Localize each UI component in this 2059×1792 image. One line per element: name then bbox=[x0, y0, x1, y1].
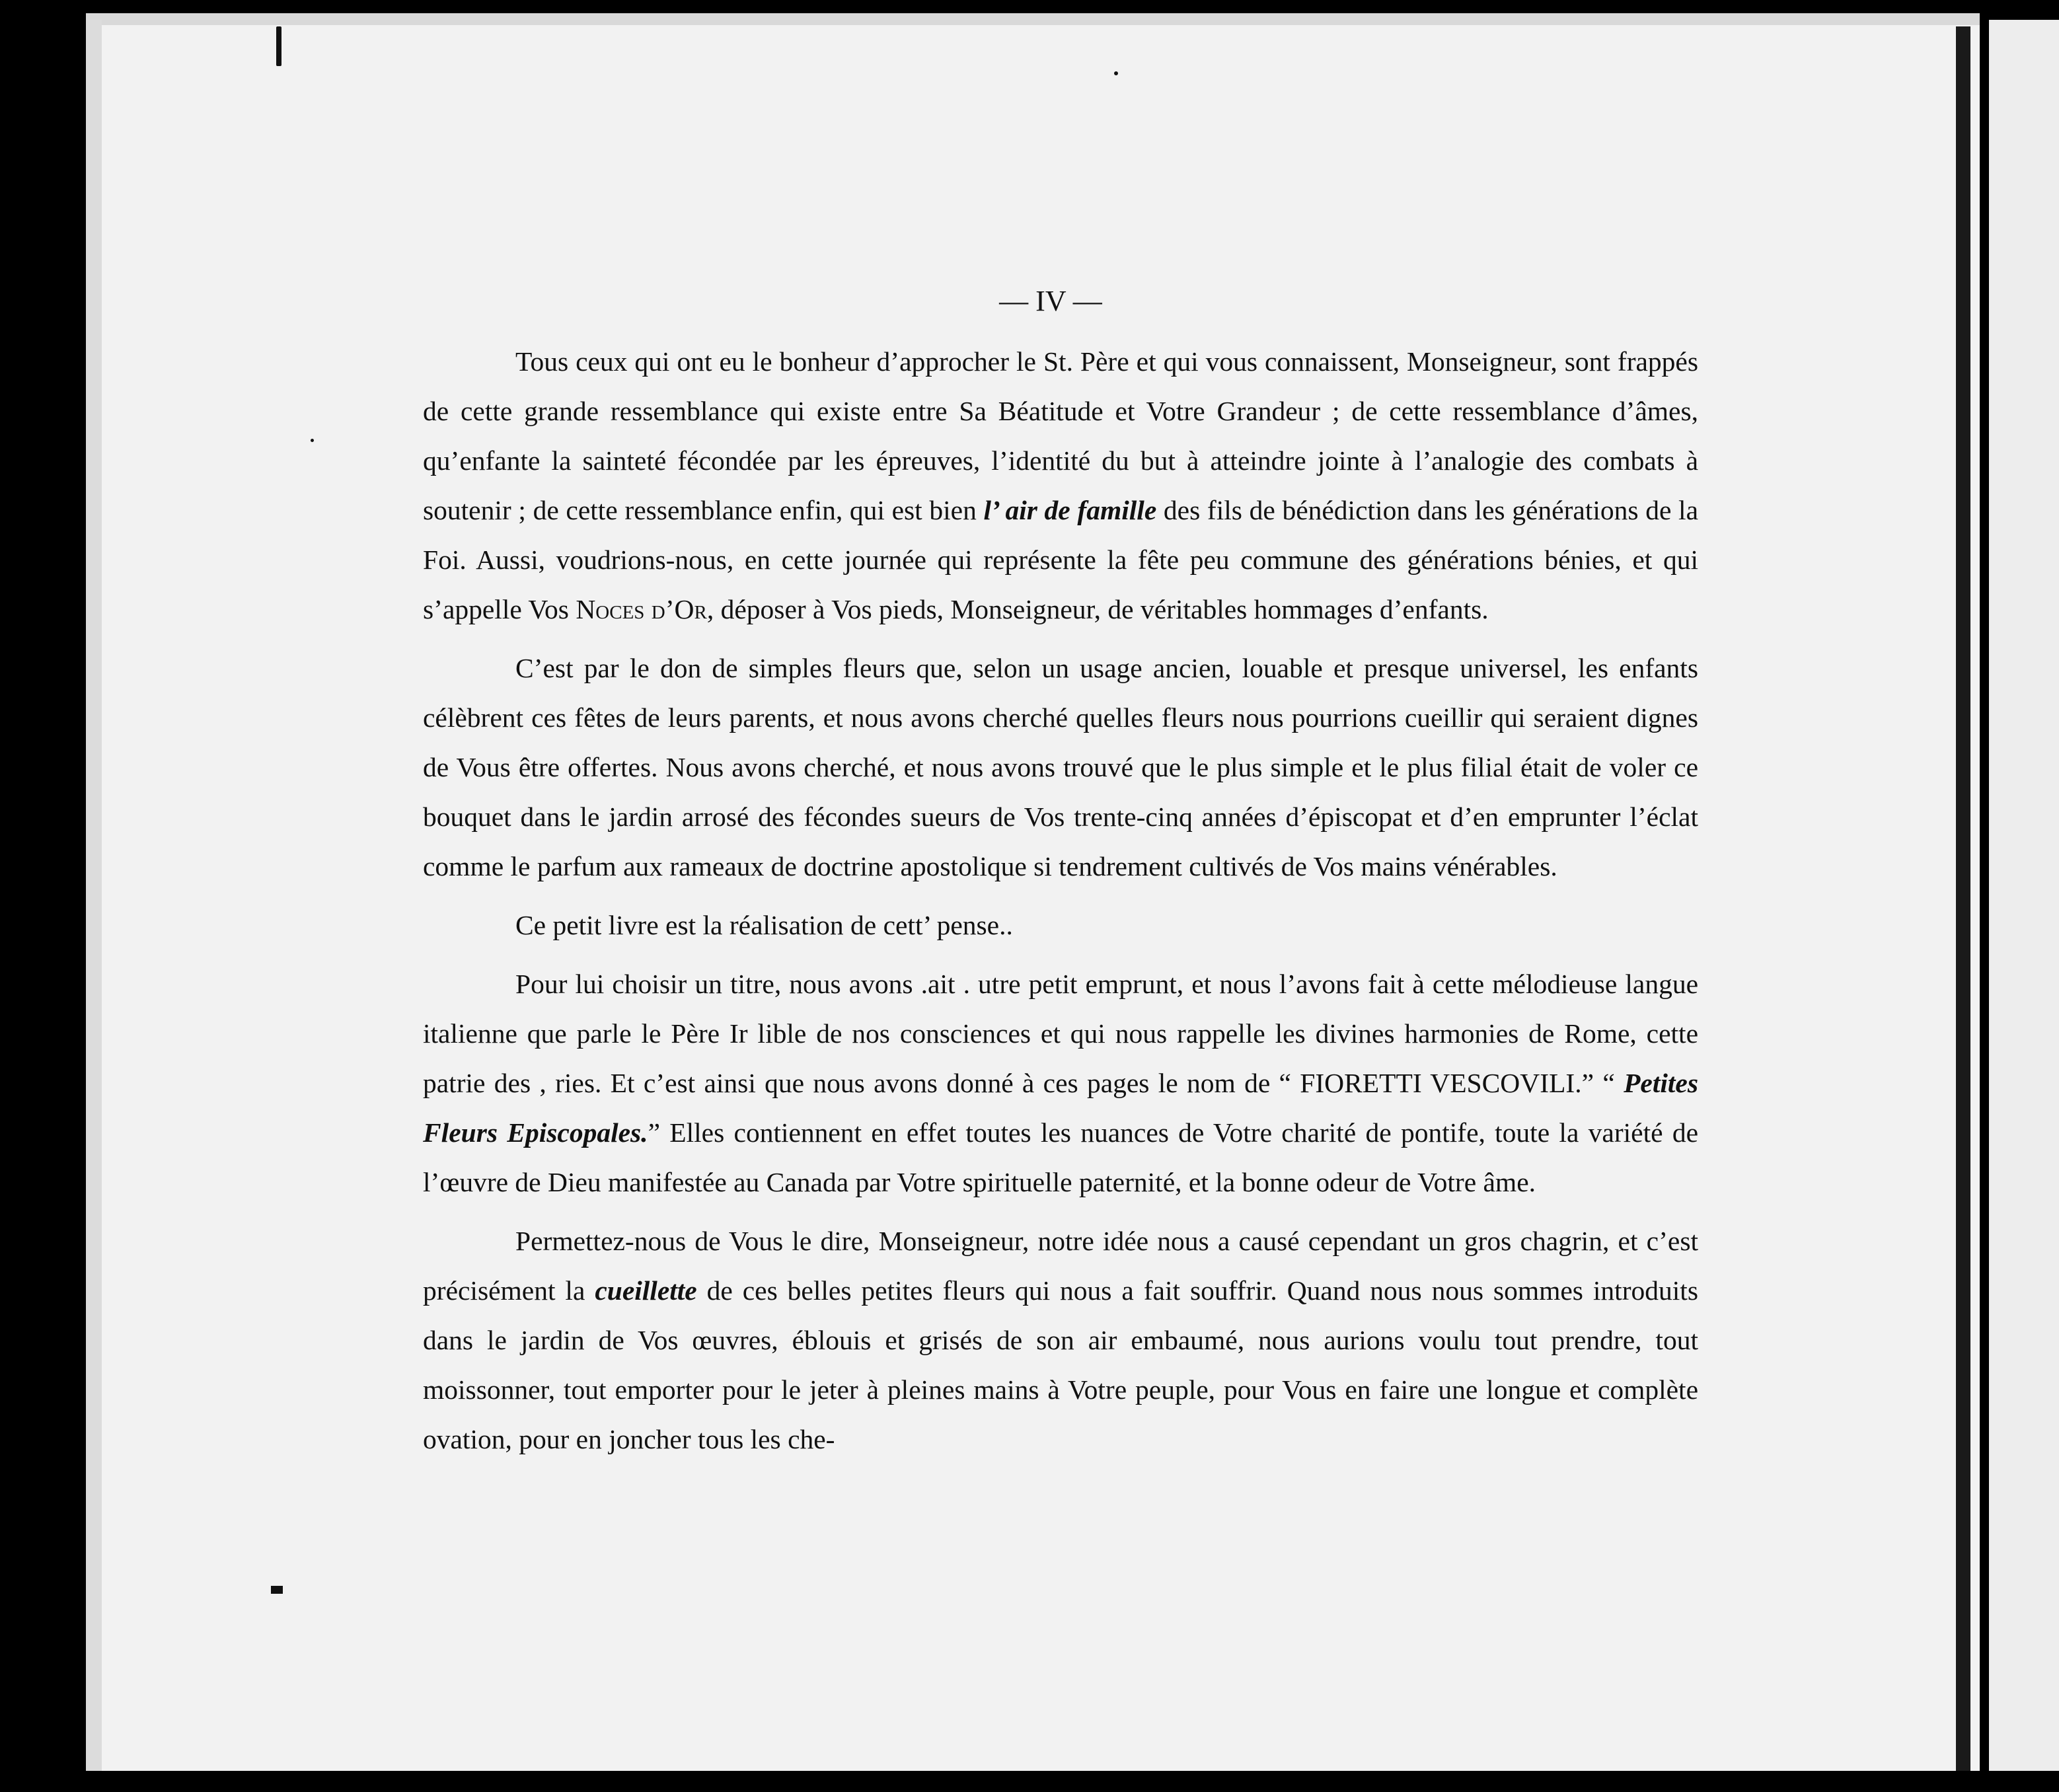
emphasis-text: l’ air de famille bbox=[983, 495, 1157, 525]
body-text bbox=[423, 337, 1698, 1474]
facing-page-edge bbox=[1989, 20, 2059, 1771]
page-top-edge bbox=[86, 13, 1980, 25]
text-run: , déposer à Vos pieds, Monseigneur, de véritables hommages d’enfants. bbox=[706, 594, 1489, 624]
text-run: de ces belles petites fleurs qui nous a fait souffrir. Quand nous nous sommes introduits dans le jardin de Vos œuvres, éblouis et grisés de son air embaumé, nous aurions voulu tout prendre, tout moissonner, tout emporter pour le jeter à pleines mains à Votre peuple, pour Vous en faire une longue et complète ovation, pour en joncher tous les che- bbox=[423, 1275, 1698, 1454]
text-run: C’est par le don de simples fleurs que, selon un usage ancien, louable et presque universel, les enfants célèbrent ces fêtes de leurs parents, et nous avons cherché quelles fleurs nous pourrions cueillir qui seraient dignes de Vous être offertes. Nous avons cherché, et nous avons trouvé que le plus simple et le plus filial était de voler ce bouquet dans le jardin arrosé des fécondes sueurs de Vos trente-cinq années d’épiscopat et d’en emprunter l’éclat comme le parfum aux rameaux de doctrine apostolique si tendrement cultivés de Vos mains vénérables. bbox=[423, 653, 1698, 881]
paragraph bbox=[423, 1216, 1698, 1464]
paragraph bbox=[423, 644, 1698, 891]
text-run: des fils de bénédiction dans les générations de la Foi. Aussi, voudrions-nous, en cette journée qui représente la fête peu commune des générations bénies, et qui s’appelle Vos bbox=[423, 495, 1698, 624]
paragraph bbox=[423, 337, 1698, 634]
text-run: Ce petit livre est la réalisation de cett’ pense.. bbox=[515, 910, 1013, 940]
text-run: Tous ceux qui ont eu le bonheur d’approcher le St. Père et qui vous connaissent, Monseigneur, sont frappés de cette grande ressemblance qui existe entre Sa Béatitude et Votre Grandeur ; de cette ressemblance d’âmes, qu’enfante la sainteté fécondée par les épreuves, l’identité du but à atteindre jointe à l’analogie des combats à soutenir ; de cette ressemblance enfin, qui est bien bbox=[423, 346, 1698, 525]
page-left-edge bbox=[86, 20, 102, 1771]
text-run: ” Elles contiennent en effet toutes les nuances de Votre charité de pontife, toute la variété de l’œuvre de Dieu manifestée au Canada par Votre spirituelle paternité, et la bonne odeur de Votre âme. bbox=[423, 1117, 1698, 1197]
text-run: Pour lui choisir un titre, nous avons .ait . utre petit emprunt, et nous l’avons fait à cette mélodieuse langue italienne que parle le Père Ir lible de nos consciences et qui nous rappelle les divines harmonies de Rome, cette patrie des , ries. Et c’est ainsi que nous avons donné à ces pages le nom de “ FIORETTI VESCOVILI.” “ bbox=[423, 969, 1698, 1098]
scan-speck bbox=[1114, 71, 1118, 75]
scan-speck bbox=[276, 26, 281, 66]
emphasis-text: Petites Fleurs Episcopales. bbox=[423, 1068, 1698, 1148]
paragraph bbox=[423, 959, 1698, 1207]
scan-speck bbox=[311, 439, 314, 442]
small-caps-text: Noces d’Or bbox=[576, 594, 707, 624]
page-folio: — IV — bbox=[999, 285, 1102, 317]
scan-speck bbox=[271, 1586, 283, 1594]
text-run: Permettez-nous de Vous le dire, Monseigneur, notre idée nous a causé cependant un gros chagrin, et c’est précisément la bbox=[423, 1226, 1698, 1306]
paragraph bbox=[423, 901, 1698, 950]
emphasis-text: cueillette bbox=[595, 1275, 697, 1306]
book-spine bbox=[1956, 26, 1970, 1771]
